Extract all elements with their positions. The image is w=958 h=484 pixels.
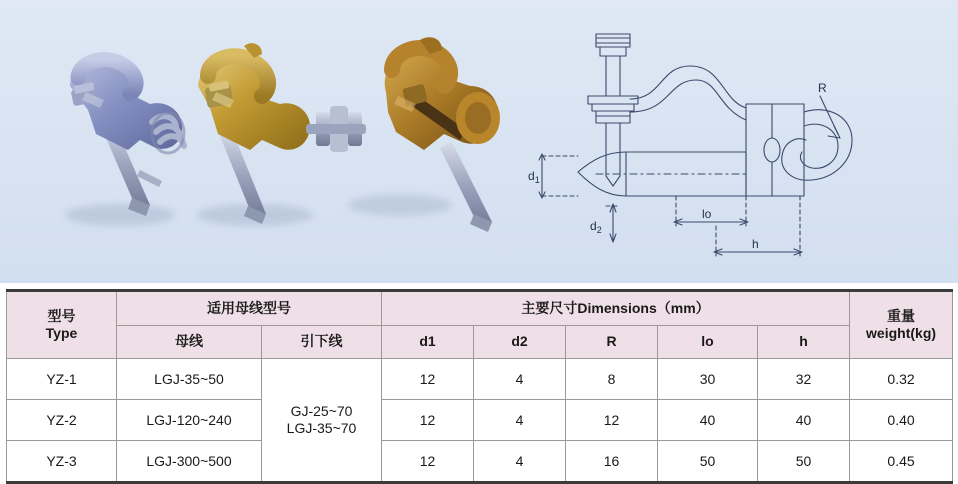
label-h: h — [752, 237, 759, 251]
cell-busbar: LGJ-300~500 — [117, 441, 262, 483]
header-busbar-group: 适用母线型号 — [117, 291, 382, 326]
cell-d2: 4 — [474, 359, 566, 400]
header-type-en: Type — [45, 325, 78, 341]
label-lo: lo — [702, 207, 712, 221]
table-row — [7, 441, 953, 483]
cell-lo: 40 — [658, 400, 758, 441]
technical-drawing-svg — [500, 0, 958, 283]
label-d2: $d_2$ — [590, 219, 602, 235]
cell-d2: 4 — [474, 441, 566, 483]
header-drop-wire: 引下线 — [262, 325, 382, 358]
cell-lo: 30 — [658, 359, 758, 400]
header-type-cn: 型号 — [47, 307, 76, 324]
header-busbar: 母线 — [117, 325, 262, 358]
cell-type: YZ-3 — [7, 441, 117, 483]
header-type — [7, 291, 117, 359]
table-header-row-2 — [7, 325, 953, 358]
cell-r: 12 — [566, 400, 658, 441]
header-weight-en: weight(kg) — [866, 325, 937, 341]
header-weight-cn: 重量 — [887, 307, 916, 324]
cell-d1: 12 — [382, 400, 474, 441]
drop-wire-line-2: LGJ-35~70 — [286, 420, 357, 436]
clamp-photo-2 — [198, 43, 366, 224]
header-h: h — [758, 325, 850, 358]
cell-r: 8 — [566, 359, 658, 400]
header-r: R — [566, 325, 658, 358]
clamp-photo-1 — [70, 60, 184, 216]
cell-h: 40 — [758, 400, 850, 441]
cell-d1: 12 — [382, 441, 474, 483]
cell-d1: 12 — [382, 359, 474, 400]
header-d2: d2 — [474, 325, 566, 358]
cell-weight: 0.45 — [850, 441, 953, 483]
cell-type: YZ-2 — [7, 400, 117, 441]
cell-h: 50 — [758, 441, 850, 483]
cell-d2: 4 — [474, 400, 566, 441]
cell-busbar: LGJ-35~50 — [117, 359, 262, 400]
table-row — [7, 400, 953, 441]
header-lo: lo — [658, 325, 758, 358]
cell-weight: 0.32 — [850, 359, 953, 400]
cell-h: 32 — [758, 359, 850, 400]
clamp-photo-group — [0, 0, 500, 283]
specification-table — [6, 289, 953, 484]
cell-lo: 50 — [658, 441, 758, 483]
cell-weight: 0.40 — [850, 400, 953, 441]
header-d1: d1 — [382, 325, 474, 358]
drop-wire-line-1: GJ-25~70 — [290, 402, 353, 419]
clamp-photos-svg — [0, 0, 500, 283]
cell-r: 16 — [566, 441, 658, 483]
specification-table-wrapper — [0, 283, 958, 480]
header-dimensions-group: 主要尺寸Dimensions（mm） — [382, 291, 850, 326]
cell-drop-wire-merged — [262, 359, 382, 483]
label-d1: $d_1$ — [528, 169, 540, 185]
cell-busbar: LGJ-120~240 — [117, 400, 262, 441]
table-row — [7, 359, 953, 400]
header-weight — [850, 291, 953, 359]
label-R: R — [818, 81, 827, 95]
cell-type: YZ-1 — [7, 359, 117, 400]
table-header-row-1 — [7, 291, 953, 326]
technical-drawing — [500, 0, 958, 283]
